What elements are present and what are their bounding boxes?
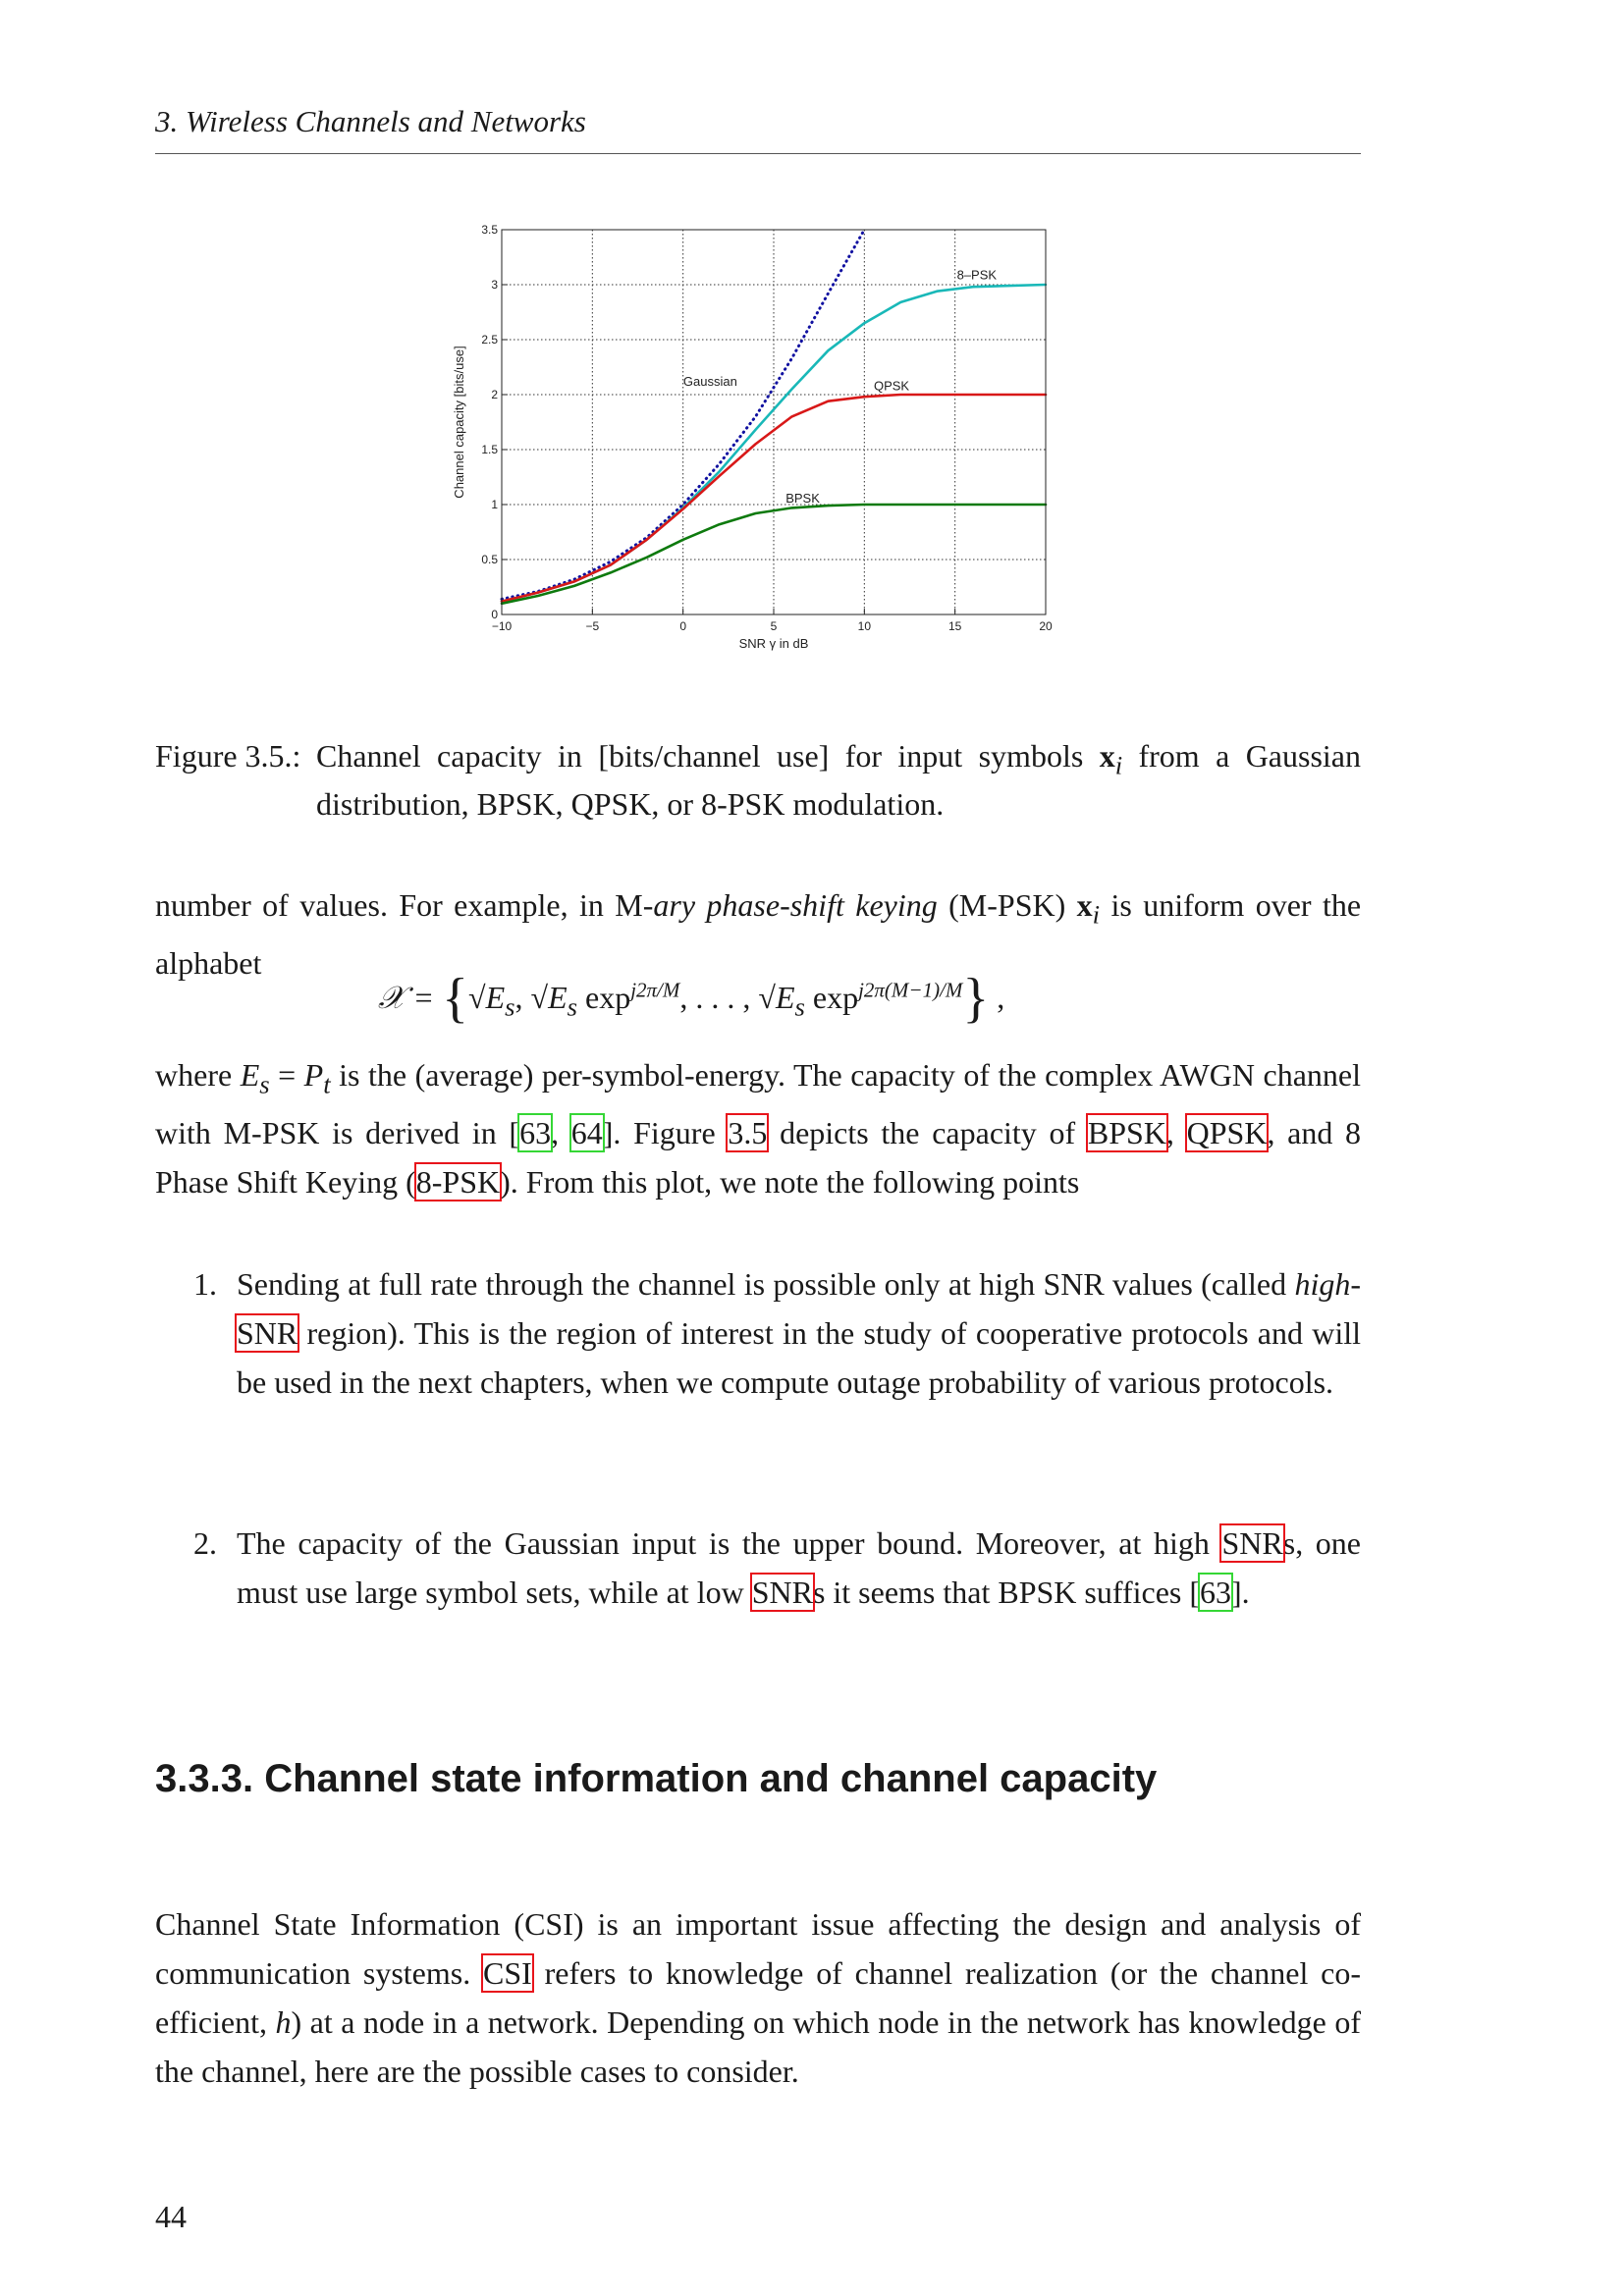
eq-term-2: √E: [530, 980, 568, 1015]
x-axis-label: SNR γ in dB: [738, 636, 809, 651]
p2-text-6: ). From this plot, we note the following points: [500, 1164, 1080, 1201]
p2-sep: ,: [1165, 1115, 1187, 1151]
p1-italic: ary phase-shift keying: [653, 887, 938, 923]
series-annotation-bpsk: BPSK: [785, 490, 820, 506]
acronym-link-8psk[interactable]: 8-PSK: [415, 1164, 501, 1201]
list-number: 2.: [193, 1525, 217, 1561]
figure-link-3-5[interactable]: 3.5: [728, 1115, 768, 1151]
p2-es-sub: s: [259, 1069, 270, 1099]
item2-text-1: The capacity of the Gaussian input is the upper bound. Moreover, at high: [237, 1525, 1222, 1561]
y-tick-label: 0.5: [481, 553, 498, 566]
eq-term-1: √E: [468, 980, 506, 1015]
y-tick-label: 3.5: [481, 223, 498, 237]
x-tick-label: −10: [491, 619, 513, 633]
series-annotation-gaussian: Gaussian: [682, 374, 737, 390]
p2-pt: P: [303, 1057, 324, 1093]
item1-italic: high-: [1294, 1266, 1361, 1302]
eq-close-brace: }: [962, 968, 990, 1029]
x-tick-label: 15: [947, 619, 962, 633]
acronym-link-bpsk[interactable]: BPSK: [1087, 1115, 1166, 1151]
y-tick-label: 2: [491, 388, 498, 401]
caption-symbol: x: [1099, 738, 1115, 774]
item2-text-4: ].: [1231, 1575, 1250, 1610]
eq-sub-2: s: [567, 991, 577, 1022]
p2-es: E: [240, 1057, 260, 1093]
header-rule: [155, 153, 1361, 154]
acronym-link-qpsk[interactable]: QPSK: [1186, 1115, 1268, 1151]
y-tick-label: 1: [491, 498, 498, 511]
y-tick-label: 0: [491, 608, 498, 621]
citation-link-63[interactable]: 63: [519, 1115, 552, 1151]
alphabet-equation: [378, 967, 1004, 1030]
item2-text-3: s it seems that BPSK suffices [: [812, 1575, 1200, 1610]
eq-comma: ,: [514, 980, 531, 1015]
running-header: [155, 104, 1361, 139]
p1-text-4: is uniform over the alphabet: [155, 887, 1362, 982]
p3-text-3: ) at a node in a network. Depending on which node in the network has knowledge of the channel, here are the possible cases to consider.: [155, 2004, 1361, 2089]
p2-comma: ,: [551, 1115, 571, 1151]
p3-text-2: refers to knowledge of channel realization (or the channel co-efficient,: [155, 1955, 1362, 2040]
paragraph-csi: [155, 1899, 1361, 2096]
x-tick-label: 10: [857, 619, 872, 633]
eq-term-3: √E: [758, 980, 795, 1015]
caption-text: [316, 736, 1361, 824]
item1-text-2: region). This is the region of interest in the study of cooperative protocols and will be used in the next chapters, when we compute outage probability of various protocols.: [237, 1315, 1361, 1400]
eq-lhs: 𝒳 =: [378, 980, 443, 1015]
section-heading: 3.3.3. Channel state information and channel capacity: [155, 1757, 1158, 1800]
caption-text-2: from a Gaussian distribution, BPSK, QPSK, or 8-PSK modulation.: [316, 738, 1362, 823]
series-annotation-8psk: 8–PSK: [956, 267, 998, 283]
p2-text-5: , and 8 Phase Shift Keying (: [155, 1115, 1362, 1201]
eq-exp-1: exp: [576, 980, 631, 1015]
acronym-link-snr[interactable]: SNR: [237, 1315, 298, 1351]
y-tick-label: 3: [491, 278, 498, 292]
eq-sup-1: j2π/M: [630, 978, 680, 1002]
p3-h: h: [275, 2004, 292, 2040]
p2-text-1: where: [155, 1057, 241, 1093]
p2-text-4: depicts the capacity of: [767, 1115, 1088, 1151]
x-tick-label: −5: [585, 619, 600, 633]
page-number: 44: [155, 2199, 187, 2234]
x-tick-label: 5: [770, 619, 778, 633]
p1-text-3: (M-PSK): [937, 887, 1077, 923]
list-item: [193, 1259, 1361, 1407]
item1-text-1: Sending at full rate through the channel is possible only at high SNR values (called: [237, 1266, 1295, 1302]
chapter-title: 3. Wireless Channels and Networks: [155, 104, 586, 138]
capacity-chart: [432, 214, 1080, 666]
acronym-link-snr[interactable]: SNR: [1221, 1525, 1283, 1561]
eq-open-brace: {: [442, 968, 469, 1029]
x-tick-label: 20: [1039, 619, 1053, 633]
p1-subscript: i: [1092, 899, 1101, 930]
eq-tail: ,: [989, 980, 1005, 1015]
capacity-figure: [432, 214, 1080, 666]
citation-link-64[interactable]: 64: [570, 1115, 603, 1151]
p3-text-1: Channel State Information (CSI) is an important issue affecting the design and analysis of communication systems.: [155, 1906, 1361, 1991]
p2-pt-sub: t: [323, 1069, 331, 1099]
eq-sub-3: s: [794, 991, 805, 1022]
figure-caption: [155, 736, 1361, 824]
eq-sub-1: s: [505, 991, 515, 1022]
p2-text-3: ]. Figure: [602, 1115, 729, 1151]
caption-subscript: i: [1114, 750, 1123, 780]
citation-link-63[interactable]: 63: [1200, 1575, 1231, 1610]
y-tick-label: 2.5: [481, 333, 498, 347]
p1-text-1: number of values. For example, in M-: [155, 887, 654, 923]
caption-text-1: Channel capacity in [bits/channel use] for input symbols: [316, 738, 1100, 774]
eq-dots: , . . . ,: [679, 980, 759, 1015]
list-item: [193, 1519, 1362, 1617]
acronym-link-csi[interactable]: CSI: [483, 1955, 532, 1991]
p1-symbol: x: [1076, 887, 1093, 923]
y-tick-label: 1.5: [481, 443, 498, 456]
series-annotation-qpsk: QPSK: [873, 378, 910, 394]
eq-exp-2: exp: [804, 980, 859, 1015]
caption-label: Figure 3.5.:: [155, 738, 301, 774]
p2-text-2: is the (average) per-symbol-energy. The capacity of the complex AWGN channel with M-PSK is derived in [: [155, 1057, 1362, 1151]
y-axis-label: Channel capacity [bits/use]: [452, 346, 466, 499]
x-tick-label: 0: [679, 619, 687, 633]
acronym-link-snr[interactable]: SNR: [751, 1575, 813, 1610]
p2-equals: =: [269, 1057, 304, 1093]
item2-text-2: s, one must use large symbol sets, while at low: [237, 1525, 1362, 1610]
eq-sup-2: j2π(M−1)/M: [858, 978, 963, 1002]
list-number: 1.: [193, 1266, 217, 1302]
paragraph-capacity: [155, 1050, 1361, 1206]
